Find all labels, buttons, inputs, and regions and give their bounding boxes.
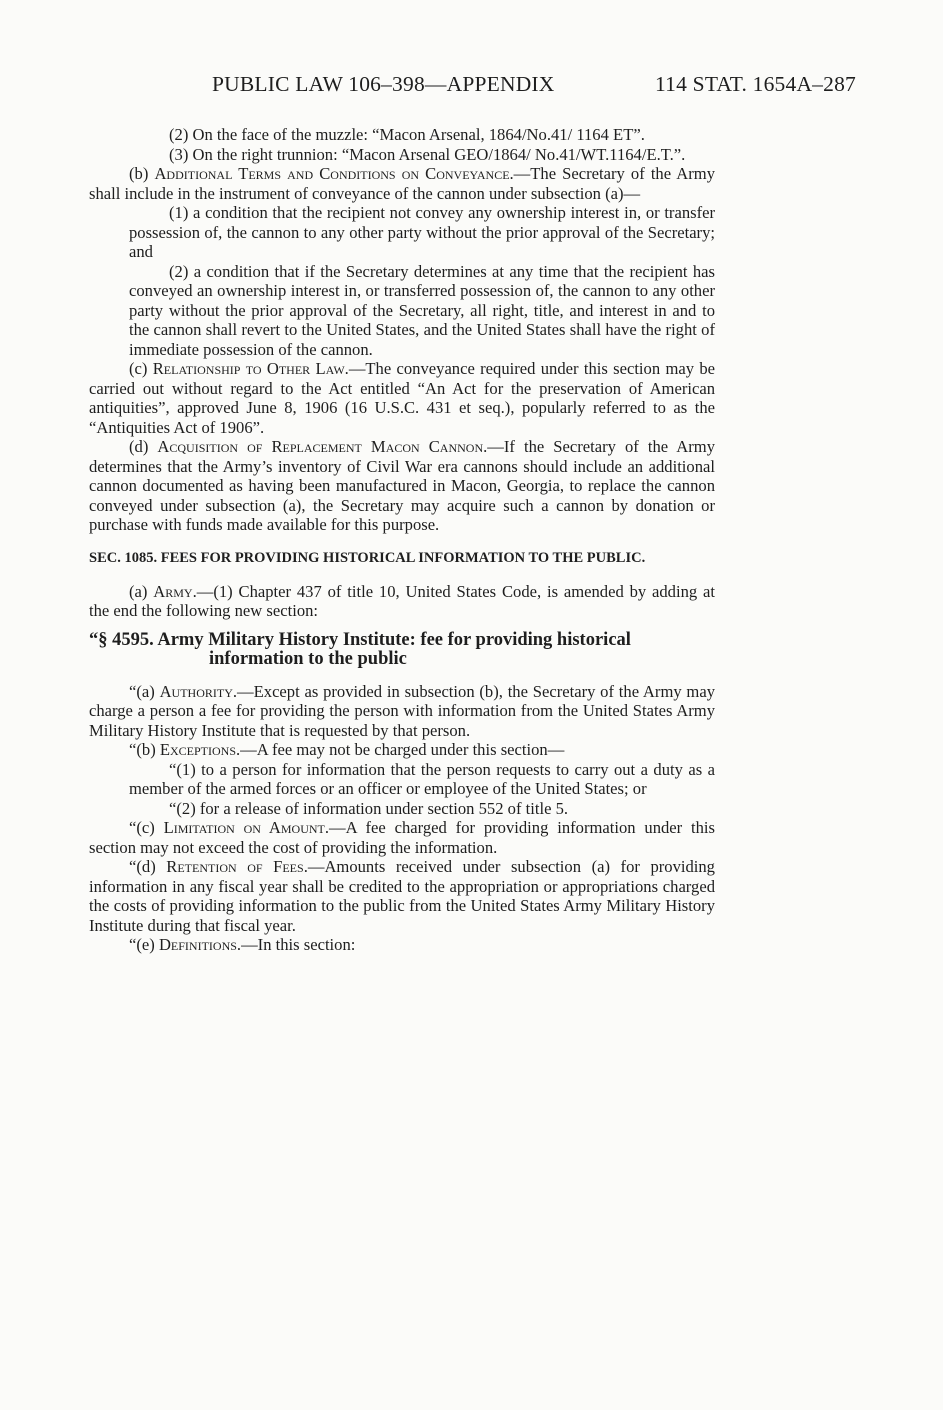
paragraph-muzzle-inscription: (2) On the face of the muzzle: “Macon Arsenal, 1864/No.41/ 1164 ET”. xyxy=(169,125,645,144)
new-section-heading: “§ 4595. Army Military History Institute: fee for providing historical information to the public xyxy=(89,629,631,669)
paragraph-retention: “(d) Retention of Fees.—Amounts received under subsection (a) for providing information in any fiscal year shall be credited to the appropriation or appropriations charged the costs of providing information to the public from the United States Army Military History Institute during that fiscal year. xyxy=(89,857,715,935)
paragraph-additional-terms: (b) Additional Terms and Conditions on Conveyance.—The Secretary of the Army shall include in the instrument of conveyance of the cannon under subsection (a)— xyxy=(89,164,715,203)
paragraph-condition-1: (1) a condition that the recipient not convey any ownership interest in, or transfer possession of, the cannon to any other party without the prior approval of the Secretary; and xyxy=(129,203,715,261)
subsection-heading: Definitions xyxy=(158,935,237,954)
subsection-heading: Retention of Fees xyxy=(166,857,304,876)
paragraph-limitation: “(c) Limitation on Amount.—A fee charged for providing information under this section may not exceed the cost of providing the information. xyxy=(89,818,716,857)
paragraph-exceptions: “(b) Exceptions.—A fee may not be charged under this section— xyxy=(129,740,565,759)
subsection-heading: Acquisition of Replacement Macon Cannon xyxy=(157,437,484,456)
paragraph-trunnion-inscription: (3) On the right trunnion: “Macon Arsenal GEO/1864/ No.41/WT.1164/E.T.”. xyxy=(169,144,686,164)
paragraph-condition-2: (2) a condition that if the Secretary determines at any time that the recipient has conveyed an ownership interest in, or transferred possession of, the cannon to any other party without the prior approval of the Secretary, all right, title, and interest in and to the cannon shall revert to the United States, and the United States shall have the right of immediate possession of the cannon. xyxy=(129,261,715,359)
paragraph-exception-1: “(1) to a person for information that the person requests to carry out a duty as a member of the armed forces or an officer or employee of the United States; or xyxy=(129,759,715,798)
paragraph-relationship-other-law: (c) Relationship to Other Law.—The conveyance required under this section may be carried out without regard to the Act entitled “An Act for the preservation of American antiquities”, approved June 8, 1906 (16 U.S.C. 431 et seq.), popularly referred to as the “Antiquities Act of 1906”. xyxy=(89,359,715,437)
paragraph-replacement-cannon: (d) Acquisition of Replacement Macon Cannon.—If the Secretary of the Army determines that the Army’s inventory of Civil War era cannons should include an additional cannon documented as having been manufactured in Macon, Georgia, to replace the cannon conveyed under subsection (a), the Secretary may acquire such a cannon by donation or purchase with funds made available for this purpose. xyxy=(89,437,715,534)
subsection-heading: Additional Terms and Conditions on Conveyance xyxy=(154,164,510,183)
subsection-heading: Relationship to Other Law xyxy=(152,359,345,378)
running-header xyxy=(212,72,856,97)
subsection-heading: Limitation on Amount xyxy=(163,818,325,837)
header-stat-citation: 114 STAT. 1654A–287 xyxy=(655,72,856,96)
paragraph-army: (a) Army.—(1) Chapter 437 of title 10, United States Code, is amended by adding at the end the following new section: xyxy=(89,581,715,620)
paragraph-definitions: “(e) Definitions.—In this section: xyxy=(129,935,356,954)
subsection-heading: Army xyxy=(153,581,193,601)
header-law-title: PUBLIC LAW 106–398—APPENDIX xyxy=(212,72,555,96)
subsection-heading: Exceptions xyxy=(159,740,237,759)
paragraph-exception-2: “(2) for a release of information under section 552 of title 5. xyxy=(169,798,569,818)
document-body xyxy=(89,125,715,955)
section-heading: SEC. 1085. FEES FOR PROVIDING HISTORICAL INFORMATION TO THE PUBLIC. xyxy=(89,549,646,566)
subsection-heading: Authority xyxy=(159,681,233,701)
paragraph-authority: “(a) Authority.—Except as provided in subsection (b), the Secretary of the Army may charge a person a fee for providing the person with information from the United States Army Military History Institute that is requested by that person. xyxy=(89,681,716,740)
